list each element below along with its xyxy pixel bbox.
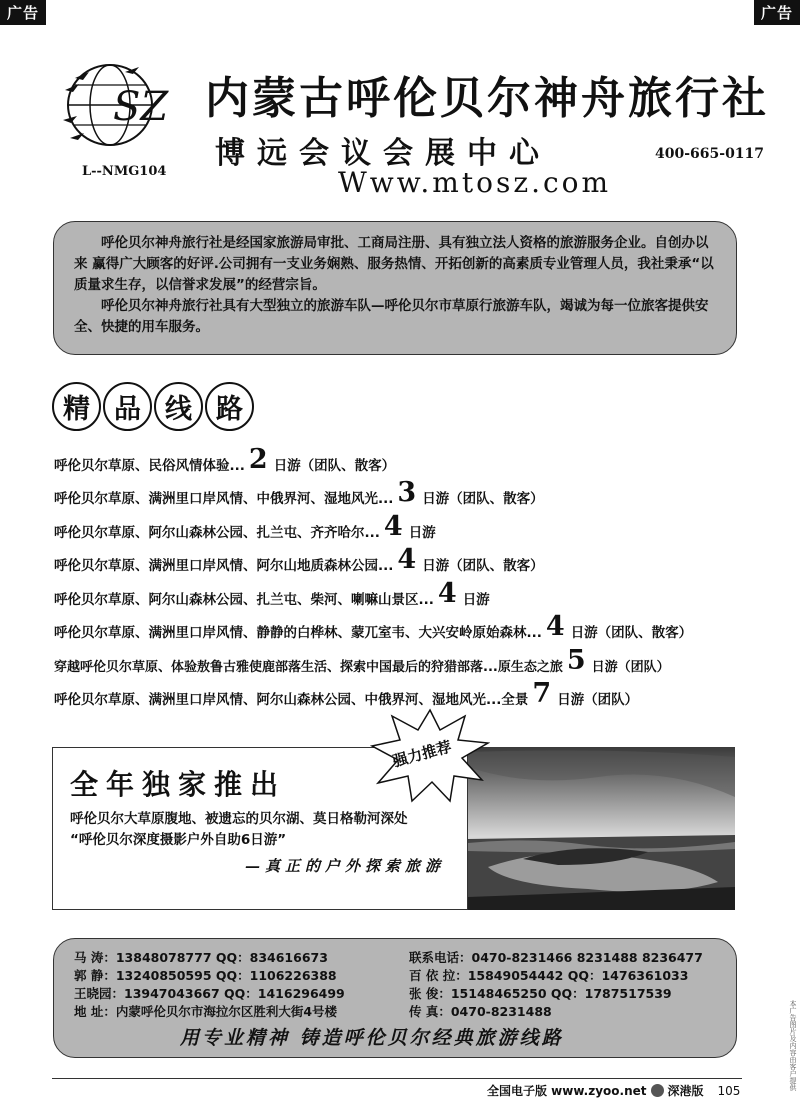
heading-char: 精 (52, 382, 101, 431)
contact-left: 马 涛：13848078777 QQ：834616673 (74, 950, 328, 965)
contact-left: 地 址：内蒙呼伦贝尔市海拉尔区胜利大街4号楼 (74, 1004, 338, 1019)
footer-dot-icon (651, 1084, 664, 1097)
route-suffix: 日游（团队、散客） (570, 625, 693, 641)
route-item (54, 474, 789, 508)
route-item (54, 574, 789, 608)
route-suffix: 日游（团队、散客） (422, 558, 544, 574)
hotline: 400-665-0117 (655, 146, 765, 162)
intro-paragraph-2 (74, 296, 716, 338)
route-suffix: 日游（团队、散客） (273, 457, 396, 474)
route-days: 4 (383, 510, 403, 542)
landscape-photo (468, 747, 735, 910)
route-text: 呼伦贝尔草原、民俗风情体验... (54, 457, 245, 474)
website-link[interactable]: Www.mtosz.com (338, 166, 612, 199)
contact-left: 王晓园：13947043667 QQ：1416296499 (74, 986, 345, 1001)
route-text: 呼伦贝尔草原、满洲里口岸风情、静静的白桦林、蒙兀室韦、大兴安岭原始森林... (54, 625, 542, 641)
footer (487, 1082, 740, 1099)
promo-title: 全年独家推出 (70, 768, 287, 801)
globe-logo-icon (55, 60, 180, 150)
ad-label-left: 广告 (0, 0, 46, 25)
route-days: 4 (437, 577, 457, 609)
route-text: 呼伦贝尔草原、满洲里口岸风情、中俄界河、湿地风光... (54, 491, 394, 507)
side-note: 本广告图片及内容由客户提供 (789, 1000, 797, 1091)
route-days: 7 (532, 678, 552, 709)
page-number: 105 (717, 1083, 741, 1098)
logo-letters: SZ (113, 84, 169, 130)
footer-divider (52, 1078, 742, 1079)
slogan: 用专业精神 铸造呼伦贝尔经典旅游线路 (180, 1027, 564, 1049)
intro-text-1: 是经国家旅游局审批、工商局注册、具有独立法人资格的旅游服务企业。自创办以来 赢得广大顾客的好评.公司拥有一支业务娴熟、服务热情、开拓创新的高素质专业管理人员，我社秉承“以质量求生存，以信誉求发展”的经营宗旨。 (74, 235, 714, 293)
ad-label-right: 广告 (754, 0, 800, 25)
intro-company-2: 呼伦贝尔神舟旅行社 (101, 298, 223, 314)
footer-edition: 深港版 (667, 1084, 704, 1098)
route-suffix: 日游（团队） (591, 659, 670, 675)
license-number: L--NMG104 (82, 164, 167, 179)
intro-text-2: 具有大型独立的旅游车队—呼伦贝尔市草原行旅游车队，竭诚为每一位旅客提供安全、快捷的用车服务。 (74, 298, 709, 335)
heading-char: 品 (103, 382, 152, 431)
subtitle: 博远会议会展中心 (215, 136, 551, 171)
route-text: 呼伦贝尔草原、阿尔山森林公园、扎兰屯、齐齐哈尔... (54, 524, 380, 541)
route-suffix: 日游 (462, 591, 490, 608)
intro-paragraph-1 (74, 233, 716, 296)
route-text: 呼伦贝尔草原、满洲里口岸风情、阿尔山地质森林公园... (54, 558, 394, 574)
route-text: 呼伦贝尔草原、满洲里口岸风情、阿尔山森林公园、中俄界河、湿地风光...全景 (54, 692, 529, 708)
route-days: 4 (545, 611, 565, 642)
route-text: 穿越呼伦贝尔草原、体验敖鲁古雅使鹿部落生活、探索中国最后的狩猎部落...原生态之旅 (54, 659, 563, 675)
heading-char: 线 (154, 382, 203, 431)
route-text: 呼伦贝尔草原、阿尔山森林公园、扎兰屯、柴河、喇嘛山景区... (54, 591, 434, 608)
promo-description (70, 809, 408, 851)
route-days: 3 (397, 477, 417, 508)
contact-right: 百 依 拉：15849054442 QQ：1476361033 (409, 968, 689, 983)
route-suffix: 日游（团队） (557, 692, 639, 708)
route-item (54, 641, 789, 675)
intro-company-1: 呼伦贝尔神舟旅行社 (101, 235, 223, 251)
route-item (54, 440, 789, 474)
promo-line-1: 呼伦贝尔大草原腹地、被遗忘的贝尔湖、莫日格勒河深处 (70, 811, 408, 827)
contact-right: 传 真：0470-8231488 (409, 1004, 552, 1019)
route-item (54, 507, 789, 541)
company-name: 内蒙古呼伦贝尔神舟旅行社 (205, 73, 769, 124)
routes-heading (52, 382, 254, 431)
route-item (54, 608, 789, 642)
route-item (54, 541, 789, 575)
contact-right: 联系电话：0470-8231466 8231488 8236477 (409, 950, 703, 965)
route-days: 4 (397, 544, 417, 575)
route-days: 5 (566, 644, 586, 676)
route-days: 2 (248, 443, 268, 475)
promo-tagline: —真正的户外探索旅游 (245, 857, 446, 875)
intro-box (53, 221, 737, 355)
route-suffix: 日游（团队、散客） (422, 491, 544, 507)
route-item (54, 675, 789, 709)
recommend-badge: 强力推荐 (390, 737, 454, 771)
contact-left: 郭 静：13240850595 QQ：1106226388 (74, 968, 337, 983)
promo-line-2: “呼伦贝尔深度摄影户外自助6日游” (70, 832, 287, 848)
route-list (54, 440, 789, 708)
contact-right: 张 俊：15148465250 QQ：1787517539 (409, 986, 672, 1001)
footer-site[interactable]: 全国电子版 www.zyoo.net (487, 1084, 647, 1098)
heading-char: 路 (205, 382, 254, 431)
route-suffix: 日游 (408, 524, 436, 541)
